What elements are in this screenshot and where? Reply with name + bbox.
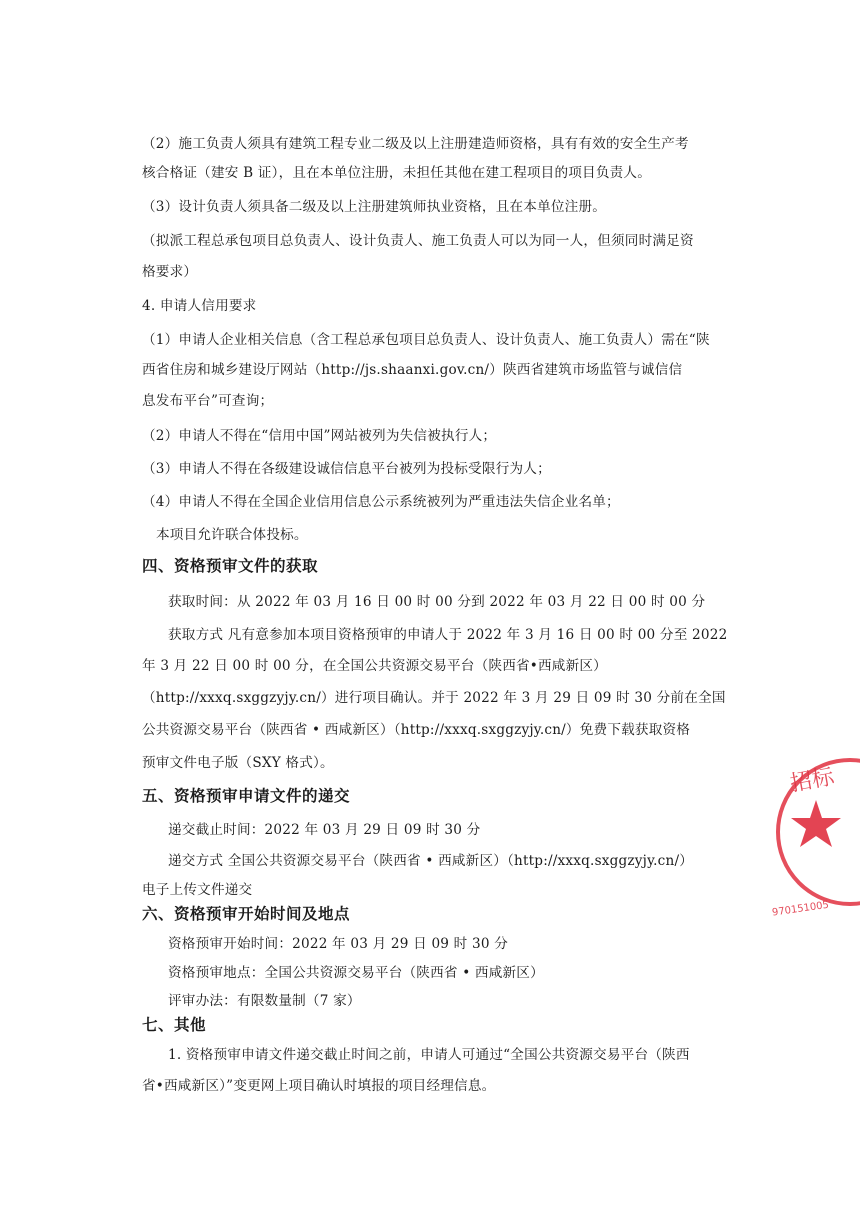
paragraph-line: 资格预审地点：全国公共资源交易平台（陕西省 • 西咸新区） (168, 965, 544, 981)
paragraph-line: 预审文件电子版（SXY 格式）。 (142, 755, 334, 771)
section-heading: 六、资格预审开始时间及地点 (142, 905, 351, 923)
paragraph-line: （1）申请人企业相关信息（含工程总承包项目总负责人、设计负责人、施工负责人）需在“陕 (142, 332, 710, 348)
paragraph-line: 资格预审开始时间：2022 年 03 月 29 日 09 时 30 分 (168, 936, 508, 952)
paragraph-line: （2）申请人不得在“信用中国”网站被列为失信被执行人； (142, 428, 497, 444)
seal-number: 970151005 (771, 899, 830, 919)
company-seal (768, 740, 860, 930)
paragraph-line: （4）申请人不得在全国企业信用信息公示系统被列为严重违法失信企业名单； (142, 494, 620, 510)
paragraph-line: 1. 资格预审申请文件递交截止时间之前，申请人可通过“全国公共资源交易平台（陕西 (168, 1047, 690, 1063)
paragraph-line: 核合格证（建安 B 证），且在本单位注册，未担任其他在建工程项目的项目负责人。 (142, 165, 652, 181)
section-heading: 五、资格预审申请文件的递交 (142, 787, 351, 805)
paragraph-line: （拟派工程总承包项目总负责人、设计负责人、施工负责人可以为同一人，但须同时满足资 (142, 233, 694, 249)
paragraph-line: 息发布平台”可查询； (142, 393, 274, 409)
paragraph-line: 电子上传文件递交 (142, 882, 253, 898)
paragraph-line: 本项目允许联合体投标。 (156, 527, 308, 543)
section-heading: 四、资格预审文件的获取 (142, 557, 319, 575)
paragraph-line: 获取时间：从 2022 年 03 月 16 日 00 时 00 分到 2022 年 03 月 22 日 00 时 00 分 (168, 594, 706, 610)
paragraph-line: （3）申请人不得在各级建设诚信信息平台被列为投标受限行为人； (142, 461, 551, 477)
section-heading: 七、其他 (142, 1016, 207, 1034)
paragraph-line: 获取方式 凡有意参加本项目资格预审的申请人于 2022 年 3 月 16 日 00 时 00 分至 2022 (168, 627, 728, 643)
paragraph-line: 年 3 月 22 日 00 时 00 分，在全国公共资源交易平台（陕西省•西咸新区） (142, 658, 607, 674)
seal-star-icon (791, 800, 841, 847)
paragraph-line: 省•西咸新区）”变更网上项目确认时填报的项目经理信息。 (142, 1078, 496, 1094)
paragraph-line: 递交截止时间：2022 年 03 月 29 日 09 时 30 分 (168, 822, 481, 838)
paragraph-line: 评审办法：有限数量制（7 家） (168, 993, 361, 1009)
seal-text: 招标 (788, 764, 837, 797)
paragraph-line: 公共资源交易平台（陕西省 • 西咸新区）（http://xxxq.sxggzyjy.cn/）免费下载获取资格 (142, 722, 691, 738)
paragraph-line: （3）设计负责人须具备二级及以上注册建筑师执业资格，且在本单位注册。 (142, 199, 607, 215)
paragraph-line: 递交方式 全国公共资源交易平台（陕西省 • 西咸新区）（http://xxxq.sxggzyjy.cn/） (168, 853, 694, 869)
paragraph-line: 西省住房和城乡建设厅网站（http://js.shaanxi.gov.cn/）陕西省建筑市场监管与诚信信 (142, 362, 683, 378)
paragraph-line: （2）施工负责人须具有建筑工程专业二级及以上注册建造师资格，具有有效的安全生产考 (142, 136, 689, 152)
paragraph-line: （http://xxxq.sxggzyjy.cn/）进行项目确认。并于 2022 年 3 月 29 日 09 时 30 分前在全国 (142, 690, 726, 706)
paragraph-line: 格要求） (142, 264, 198, 280)
paragraph-line: 4. 申请人信用要求 (142, 298, 257, 314)
